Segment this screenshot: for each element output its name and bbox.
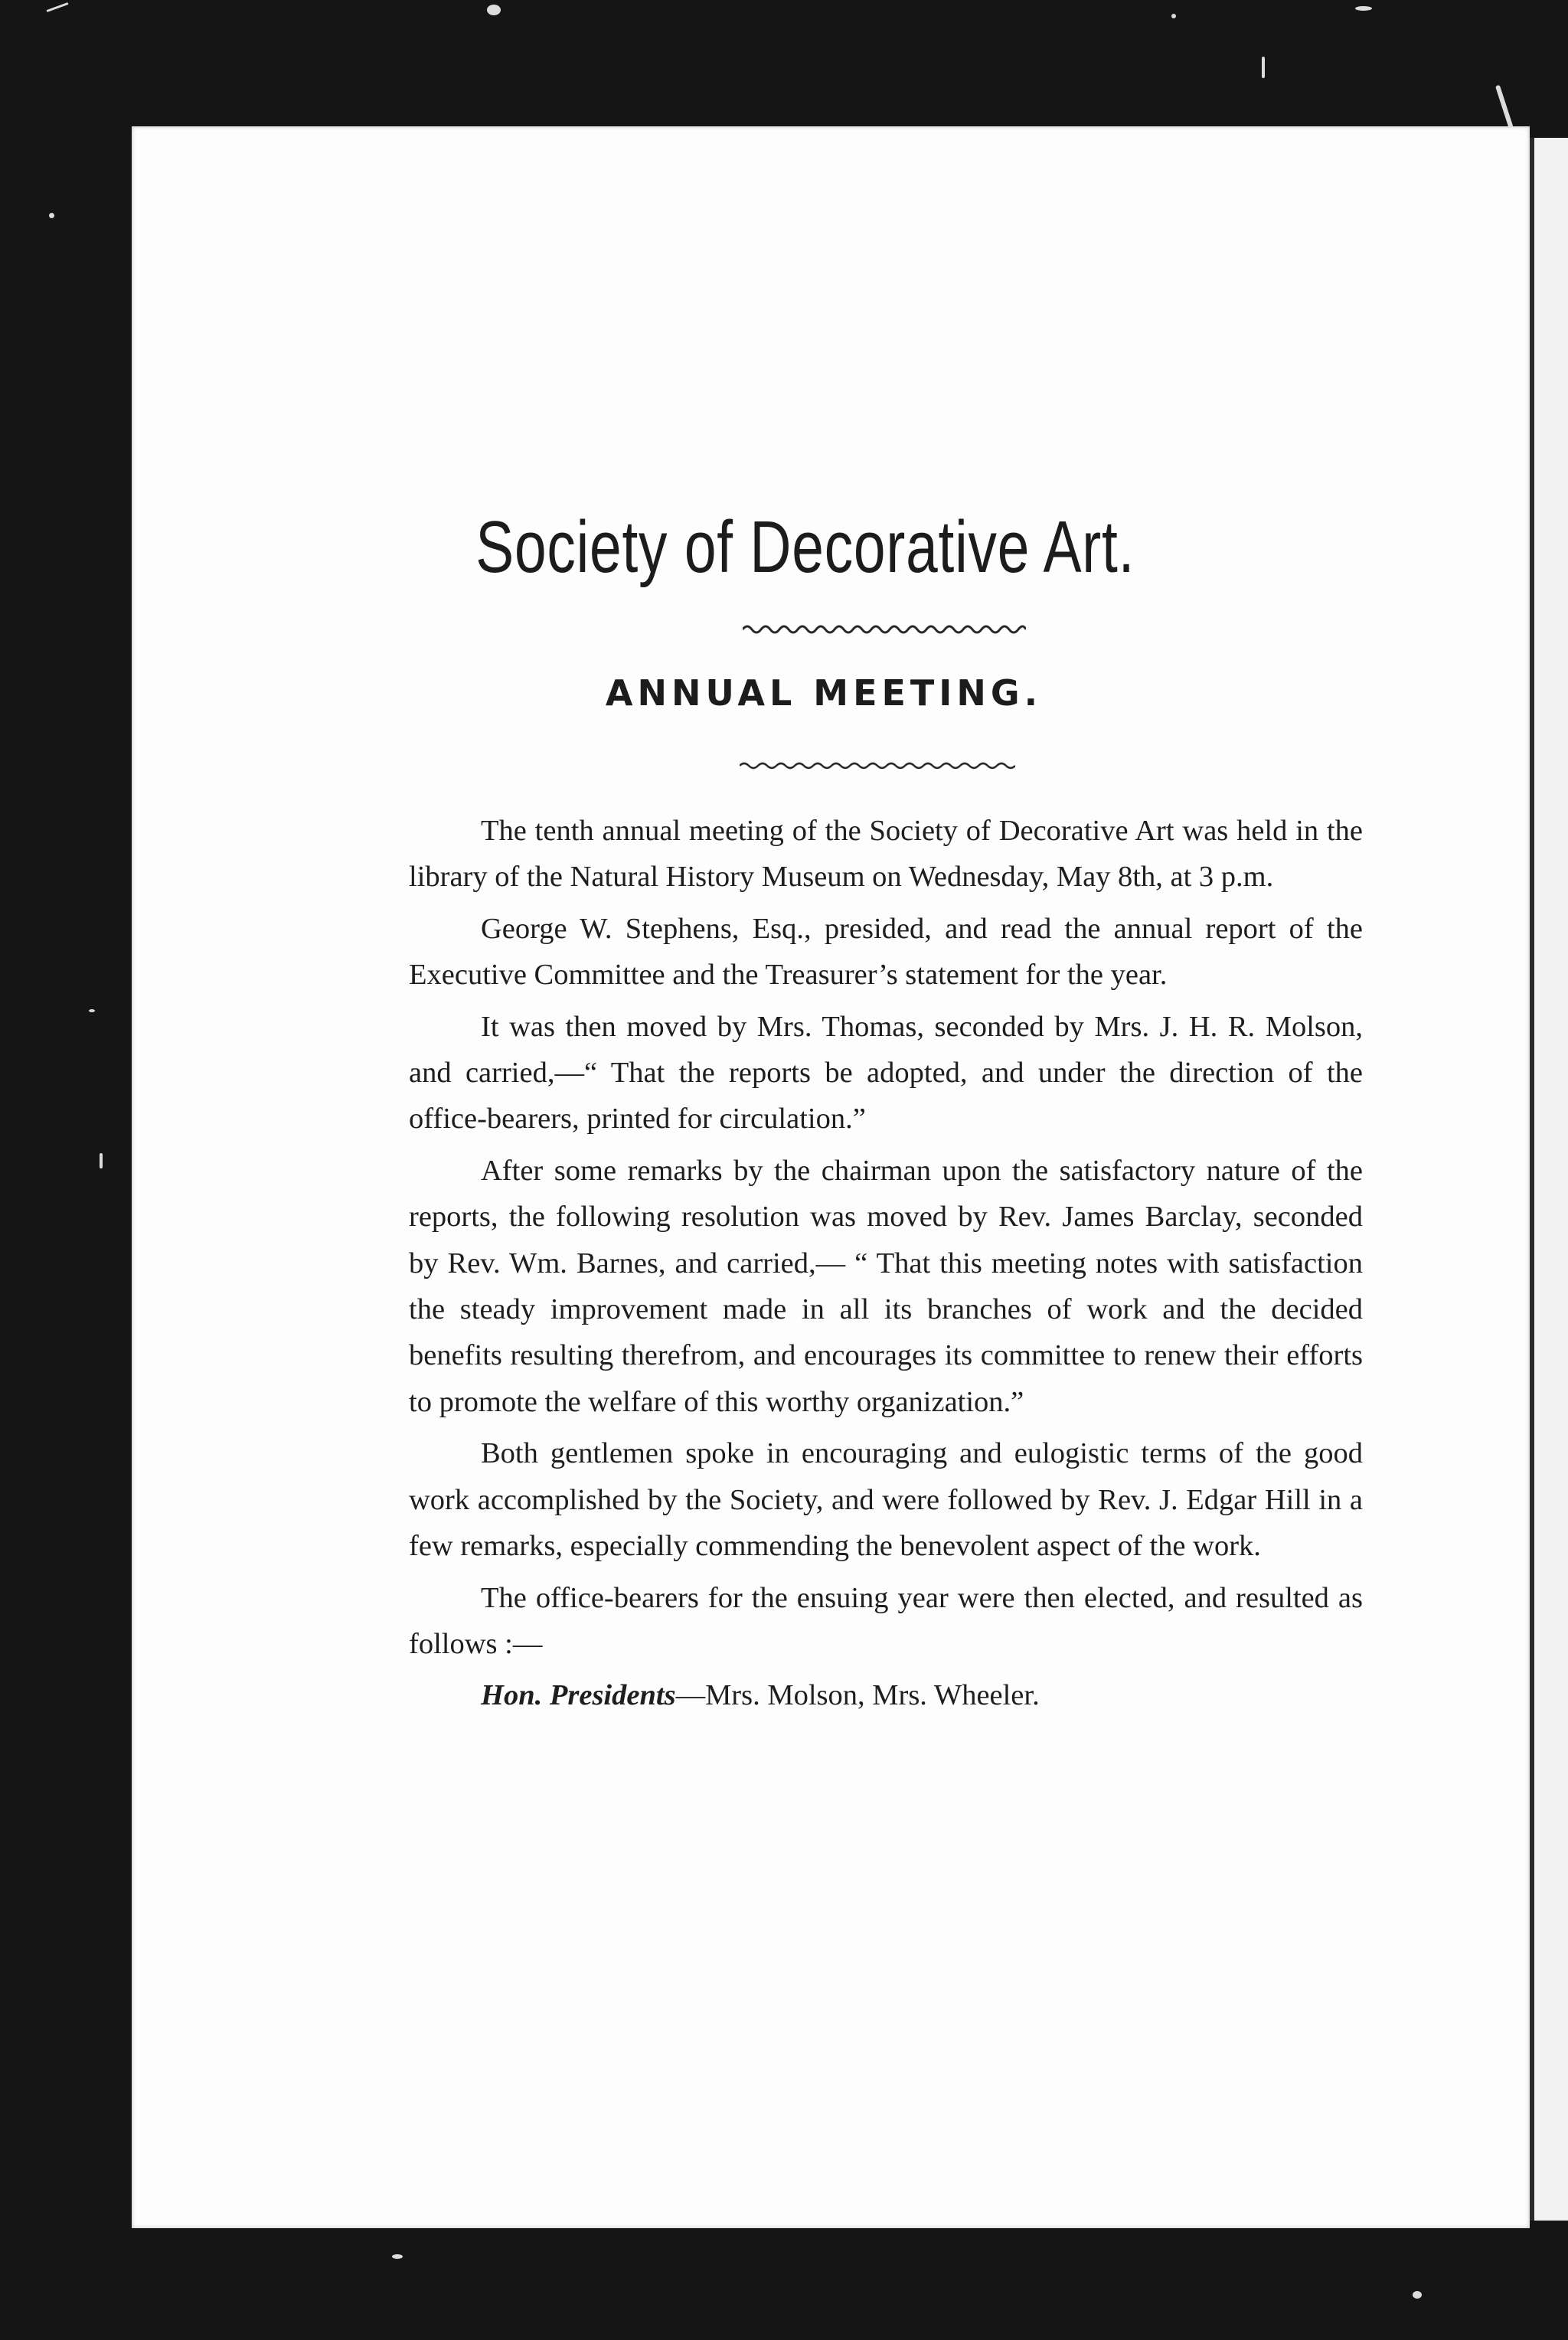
section-heading: ANNUAL MEETING.	[605, 672, 1043, 714]
paragraph: After some remarks by the chairman upon the satisfactory nature of the reports, the following resolution was moved by Rev. James Barclay, seconded by Rev. Wm. Barnes, and carried,— “ That this meeting notes with satisfaction the steady improvement made in all its branches of work and the decided benefits resulting therefrom, and encourages its committee to renew their efforts to promote the welfare of this worthy organization.”	[409, 1154, 1363, 1418]
scan-speck	[392, 2254, 403, 2259]
paragraph: Both gentlemen spoke in encouraging and eulogistic terms of the good work accomplished by the Society, and were followed by Rev. J. Edgar Hill in a few remarks, especially commending the benevolent aspect of the work.	[409, 1437, 1363, 1563]
scan-speck	[487, 5, 501, 15]
scan-speck	[1262, 57, 1265, 78]
scan-speck	[1495, 85, 1514, 130]
wavy-rule-bottom	[740, 758, 1015, 773]
scan-speck	[1413, 2291, 1422, 2299]
wavy-rule-top	[743, 622, 1026, 637]
officer-role: Hon. Presidents	[481, 1679, 676, 1712]
scan-speck	[100, 1153, 103, 1168]
scan-speck	[49, 213, 54, 218]
officer-separator: —	[675, 1679, 706, 1712]
paragraph: It was then moved by Mrs. Thomas, seconded by Mrs. J. H. R. Molson, and carried,—“ That the reports be adopted, and under the direction of the office-bearers, printed for circulation.”	[409, 1010, 1363, 1136]
meeting-minutes	[409, 808, 1363, 1719]
paragraph: The office-bearers for the ensuing year were then elected, and resulted as follows :—	[409, 1581, 1363, 1660]
scan-speck	[46, 2, 68, 12]
adjacent-page-edge	[1530, 138, 1568, 2221]
scan-speck	[89, 1009, 95, 1012]
page-title: Society of Decorative Art.	[475, 506, 1135, 588]
paragraph: George W. Stephens, Esq., presided, and read the annual report of the Executive Committee and the Treasurer’s statement for the year.	[409, 912, 1363, 992]
scan-speck	[1355, 6, 1372, 11]
paragraph: The tenth annual meeting of the Society of Decorative Art was held in the library of the Natural History Museum on Wednesday, May 8th, at 3 p.m.	[409, 815, 1363, 894]
officer-names: Mrs. Molson, Mrs. Wheeler.	[705, 1679, 1040, 1712]
officer-line	[409, 1672, 1363, 1718]
scan-speck	[1171, 14, 1176, 18]
